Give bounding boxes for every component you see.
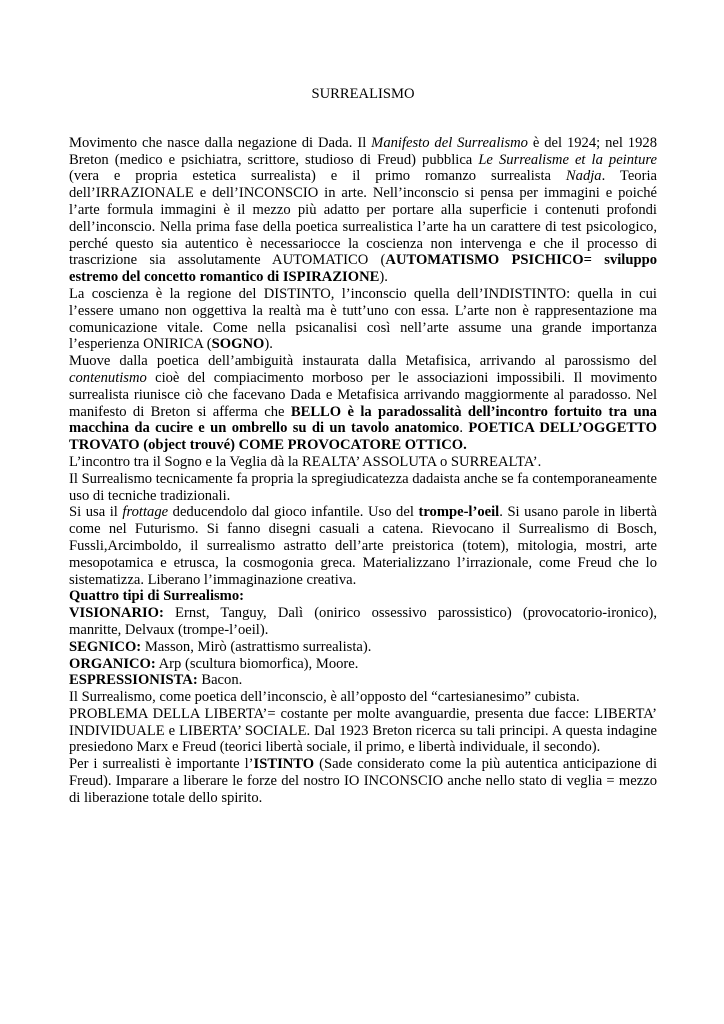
paragraph-surrealta: L’incontro tra il Sogno e la Veglia dà la REALTA’ ASSOLUTA o SURREALTA’. (69, 453, 542, 470)
paragraph-metafisica (69, 353, 657, 454)
type-text: Bacon. (197, 672, 243, 689)
text-run: Si usa il (69, 504, 123, 521)
paragraph-tecnica: Il Surrealismo tecnicamente fa propria la spregiudicatezza dadaista anche se fa contemporaneamente uso di tecniche tradizionali. (69, 470, 657, 504)
text-run: (vera e propria estetica surrealista) e il primo romanzo surrealista (69, 168, 566, 185)
paragraph-istinto (69, 756, 657, 806)
page-title: SURREALISMO (311, 86, 415, 102)
italic-run: Le Surrealisme et la peinture (478, 151, 657, 168)
bold-run: BELLO è la paradossalità dell’incontro fortuito tra una macchina da cucire e un ombrello su di un tavolo anatomico (69, 403, 657, 437)
text-run: La coscienza è la regione del DISTINTO, l’inconscio quella dell’INDISTINTO: quella in cui l’essere umano non oggettiva la realtà ma è tutt’uno con essa. L’arte non è rappresentazione ma comunicazione vitale. Come nella psicanalisi così nell’arte assume una grande importanza l’esperienza ONIRICA ( (69, 285, 657, 353)
bold-run: POETICA DELL’OGGETTO TROVATO (object trouvé) COME PROVOCATORE OTTICO. (69, 420, 657, 454)
text-run: Movimento che nasce dalla negazione di Dada. Il (69, 134, 372, 151)
text-run: . Si usano parole in libertà come nel Futurismo. Si fanno disegni casuali a catena. Rievocano il Surrealismo di Bosch, Fussli,Arcimboldo, il surrealismo astratto dell’arte preistorica (totem), mitologia, mostri, arte mesopotamica e etrusca, la cosmogonia greca. Materializzano l’irrazionale, come Freud che lo sistematizza. Liberano l’immaginazione creativa. (69, 504, 657, 588)
type-label: VISIONARIO: (69, 605, 164, 622)
text-run: deducendolo dal gioco infantile. Uso del (168, 504, 419, 521)
paragraph-coscienza (69, 286, 657, 353)
text-run: Per i surrealisti è importante l’ (69, 756, 254, 773)
bold-run: SOGNO (211, 336, 265, 353)
text-run: Muove dalla poetica dell’ambiguità instaurata dalla Metafisica, arrivando al parossismo del (69, 353, 657, 370)
type-label: ESPRESSIONISTA: (69, 672, 198, 689)
types-heading (69, 588, 657, 605)
bold-run: ISTINTO (253, 756, 315, 773)
italic-run: frottage (122, 504, 169, 521)
type-item-visionario (69, 605, 657, 639)
type-label: ORGANICO: (69, 655, 156, 672)
type-text: Ernst, Tanguy, Dalì (onirico ossessivo parossistico) (provocatorio-ironico), manritte, Delvaux (trompe-l’oeil). (69, 605, 657, 638)
text-run: . (459, 420, 469, 437)
type-item-organico (69, 656, 657, 673)
bold-run: Quattro tipi di Surrealismo: (69, 588, 244, 605)
text-run: cioè del compiacimento morboso per le associazioni impossibili. Il movimento surrealista riunisce ciò che facevano Dada e Metafisica arrivando maggiormente al paradosso. Nel manifesto di Breton si afferma che (69, 369, 657, 420)
text-run: ). (379, 269, 388, 286)
italic-run: contenutismo (69, 369, 147, 386)
type-item-espressionista (69, 672, 657, 689)
paragraph-liberta: PROBLEMA DELLA LIBERTA’= costante per molte avanguardie, presenta due facce: LIBERTA’ INDIVIDUALE e LIBERTA’ SOCIALE. Dal 1923 Breton ricerca su tali principi. A questa indagine presiedono Marx e Freud (teorici libertà sociale, il primo, e libertà individuale, il secondo). (69, 705, 657, 756)
text-run: è del 1924; nel 1928 Breton (medico e psichiatra, scrittore, studioso di Freud) pubblica (69, 134, 657, 168)
type-label: SEGNICO: (69, 638, 142, 655)
text-run: ). (264, 336, 273, 353)
type-text: Masson, Mirò (astrattismo surrealista). (141, 638, 372, 655)
type-text: Arp (scultura biomorfica), Moore. (155, 655, 359, 672)
text-run: (Sade considerato come la più autentica anticipazione di Freud). Imparare a liberare le forze del nostro IO INCONSCIO anche nello stato di veglia = mezzo di liberazione totale dello spirito. (69, 756, 657, 806)
document-page (69, 86, 657, 807)
text-run: . Teoria dell’IRRAZIONALE e dell’INCONSCIO in arte. Nell’inconscio si pensa per immagini e poiché l’arte formula immagini è il mezzo più adatto per portare alla superficie i contenuti profondi dell’inconscio. Nella prima fase della poetica surrealistica l’arte ha un carattere di test psicologico, perché questo sia autentico è necessariocce la coscienza non intervenga e che il processo di trascrizione sia assolutamente AUTOMATICO ( (69, 168, 657, 269)
type-item-segnico (69, 639, 657, 656)
paragraph-cartesianesimo: Il Surrealismo, come poetica dell’inconscio, è all’opposto del “cartesianesimo” cubista. (69, 689, 580, 706)
paragraph-intro (69, 135, 657, 286)
bold-run: AUTOMATISMO PSICHICO= sviluppo estremo del concetto romantico di ISPIRAZIONE (69, 252, 657, 286)
italic-run: Manifesto del Surrealismo (371, 134, 528, 151)
paragraph-frottage (69, 504, 657, 588)
italic-run: Nadja (565, 168, 602, 185)
bold-run: trompe-l’oeil (418, 504, 500, 521)
